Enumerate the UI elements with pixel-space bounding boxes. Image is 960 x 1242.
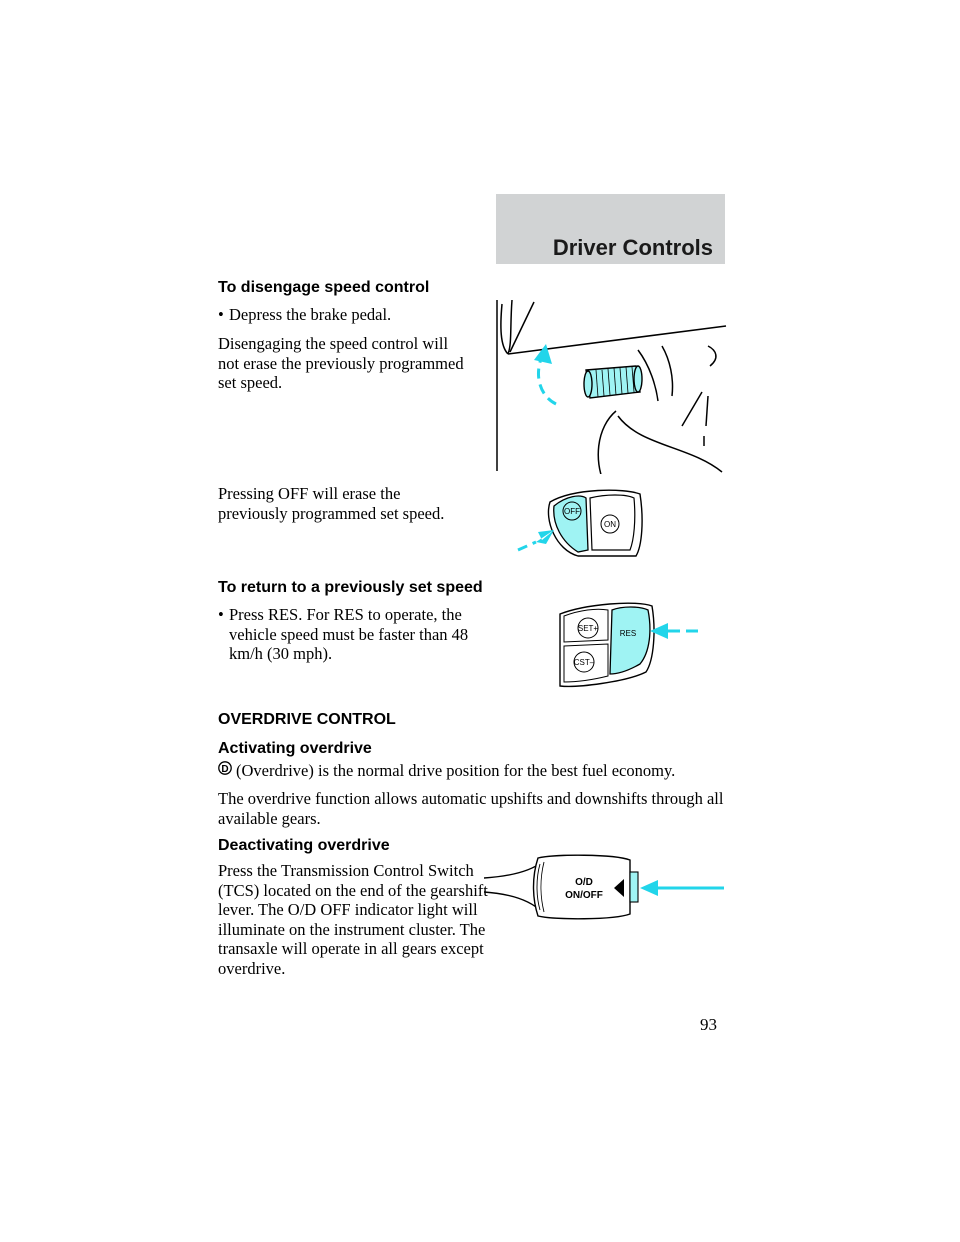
resume-heading: To return to a previously set speed	[218, 579, 483, 596]
section-header-band	[496, 194, 725, 264]
set-button-label: SET+	[577, 624, 599, 633]
deactivating-overdrive-heading: Deactivating overdrive	[218, 837, 390, 854]
overdrive-d-icon	[218, 761, 232, 775]
deactivating-overdrive-text: Press the Transmission Control Switch (TCS) located on the end of the gearshift lever. The O/D OFF indicator light will illuminate on the instrument cluster. The transaxle will operate in all gears except overdrive.	[218, 861, 488, 978]
res-button-label: RES	[619, 629, 637, 638]
overdrive-function-text: The overdrive function allows automatic upshifts and downshifts through all available gears.	[218, 789, 724, 828]
section-title: Driver Controls	[552, 235, 713, 260]
resume-bullet-text: Press RES. For RES to operate, the vehicle speed must be faster than 48 km/h (30 mph).	[229, 605, 469, 663]
od-switch-illustration	[484, 852, 728, 924]
disengage-bullet	[218, 305, 468, 325]
od-switch-label-line1: O/D	[575, 877, 593, 888]
od-switch-label-line2: ON/OFF	[565, 890, 603, 901]
bullet-dot: •	[218, 605, 224, 624]
off-on-switch-illustration	[514, 480, 654, 560]
off-paragraph: Pressing OFF will erase the previously programmed set speed.	[218, 484, 445, 523]
resume-bullet	[218, 605, 478, 664]
overdrive-heading: OVERDRIVE CONTROL	[218, 711, 396, 728]
disengage-heading: To disengage speed control	[218, 279, 430, 296]
cst-button-label: CST–	[573, 658, 595, 667]
activating-overdrive-heading: Activating overdrive	[218, 740, 372, 757]
disengage-bullet-text: Depress the brake pedal.	[229, 305, 392, 324]
on-button-label: ON	[604, 520, 616, 529]
set-cst-res-switch-illustration	[556, 600, 704, 690]
brake-pedal-illustration	[490, 296, 730, 474]
off-button-label: OFF	[564, 507, 580, 516]
activating-overdrive-text: (Overdrive) is the normal drive position for the best fuel economy.	[236, 761, 676, 780]
disengage-paragraph: Disengaging the speed control will not erase the previously programmed set speed.	[218, 334, 464, 392]
page-number: 93	[700, 1015, 717, 1034]
bullet-dot: •	[218, 305, 224, 324]
svg-text:D: D	[221, 763, 229, 775]
